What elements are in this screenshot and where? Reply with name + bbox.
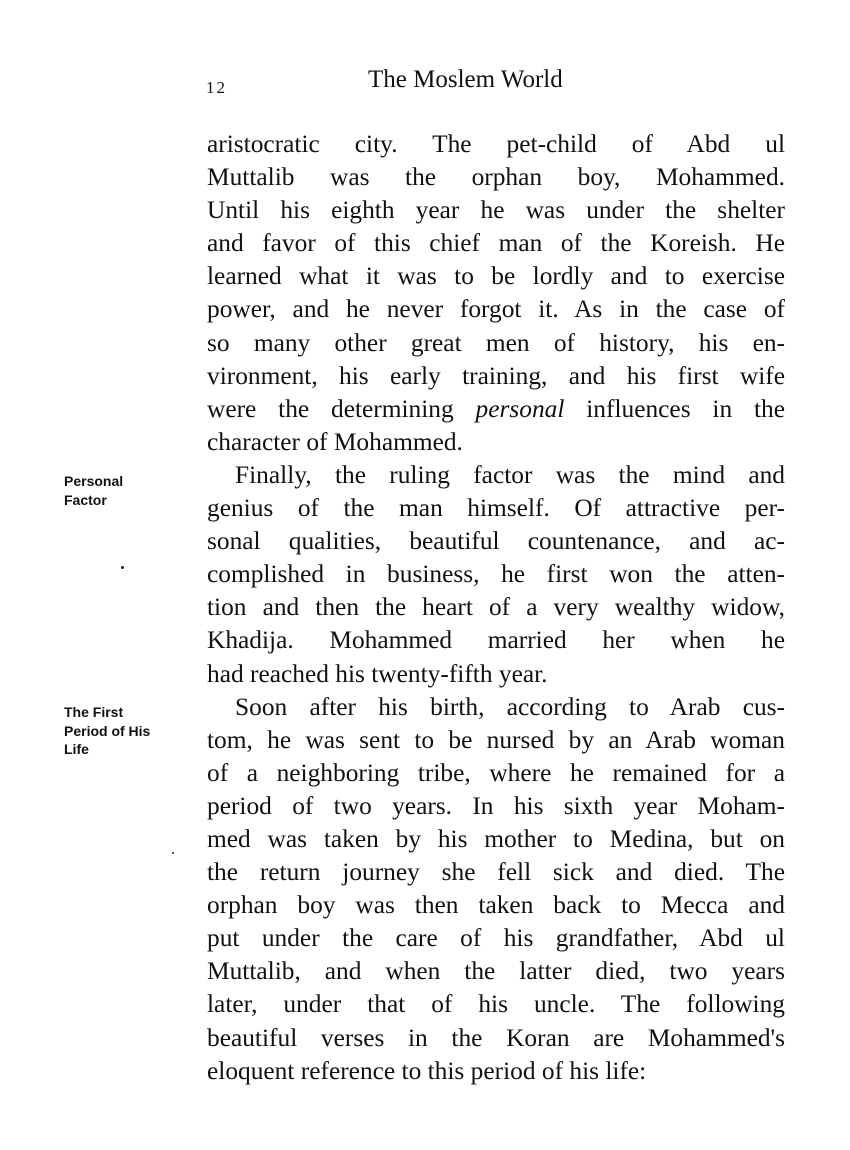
text-line: Muttalib, and when the latter died, two years: [207, 957, 785, 986]
margin-note-line: Life: [64, 741, 89, 757]
text-line: and favor of this chief man of the Koreish. He: [207, 229, 785, 258]
paragraph-first-line: Finally, the ruling factor was the mind and: [235, 460, 785, 489]
text-line: period of two years. In his sixth year Moham-: [207, 791, 785, 820]
text-line: complished in business, he first won the atten-: [207, 560, 785, 589]
text-line: Until his eighth year he was under the shelter: [207, 196, 785, 225]
margin-note-line: The First: [64, 704, 124, 720]
margin-note-line: Period of His: [64, 722, 151, 739]
italic-emphasis: personal: [475, 394, 565, 423]
print-speck: [172, 852, 174, 854]
text-line: later, under that of his uncle. The following: [207, 990, 785, 1019]
text-line: put under the care of his grandfather, Abd ul: [207, 924, 785, 953]
page-number: 12: [206, 78, 227, 97]
text-line: [207, 393, 785, 426]
running-head-title: The Moslem World: [368, 66, 563, 93]
text-line: genius of the man himself. Of attractive per-: [207, 494, 785, 523]
margin-note-line: Personal: [64, 473, 124, 489]
text-line: learned what it was to be lordly and to exercise: [207, 262, 785, 291]
text-line: character of Mohammed.: [207, 427, 463, 456]
text-line: Khadija. Mohammed married her when he: [207, 626, 785, 655]
text-line: the return journey she fell sick and died. The: [207, 858, 785, 887]
text-line: power, and he never forgot it. As in the case of: [207, 295, 785, 324]
text-line: tion and then the heart of a very wealthy widow,: [207, 593, 785, 622]
text-line: vironment, his early training, and his first wife: [207, 361, 785, 390]
text-line: aristocratic city. The pet-child of Abd ul: [207, 130, 785, 158]
print-speck: [121, 566, 124, 569]
text-line: beautiful verses in the Koran are Mohammed's: [207, 1023, 785, 1052]
margin-note-personal-factor: [64, 472, 184, 509]
paragraph-first-line: Soon after his birth, according to Arab cus-: [235, 692, 785, 721]
text-run: were the determining: [207, 394, 476, 423]
text-run: influences in the: [564, 394, 785, 423]
text-line: med was taken by his mother to Medina, but on: [207, 824, 785, 853]
text-line: so many other great men of history, his en-: [207, 328, 785, 357]
text-line: eloquent reference to this period of his life:: [207, 1056, 647, 1085]
text-line: had reached his twenty-fifth year.: [207, 659, 548, 688]
margin-note-line: Factor: [64, 491, 107, 508]
margin-note-first-period: [64, 703, 184, 759]
text-line: orphan boy was then taken back to Mecca and: [207, 891, 785, 920]
text-line: of a neighboring tribe, where he remained for a: [207, 758, 785, 787]
body-text: [207, 128, 785, 1088]
text-line: Muttalib was the orphan boy, Mohammed.: [207, 163, 785, 192]
text-line: sonal qualities, beautiful countenance, and ac-: [207, 527, 785, 556]
text-line: tom, he was sent to be nursed by an Arab woman: [207, 725, 785, 754]
